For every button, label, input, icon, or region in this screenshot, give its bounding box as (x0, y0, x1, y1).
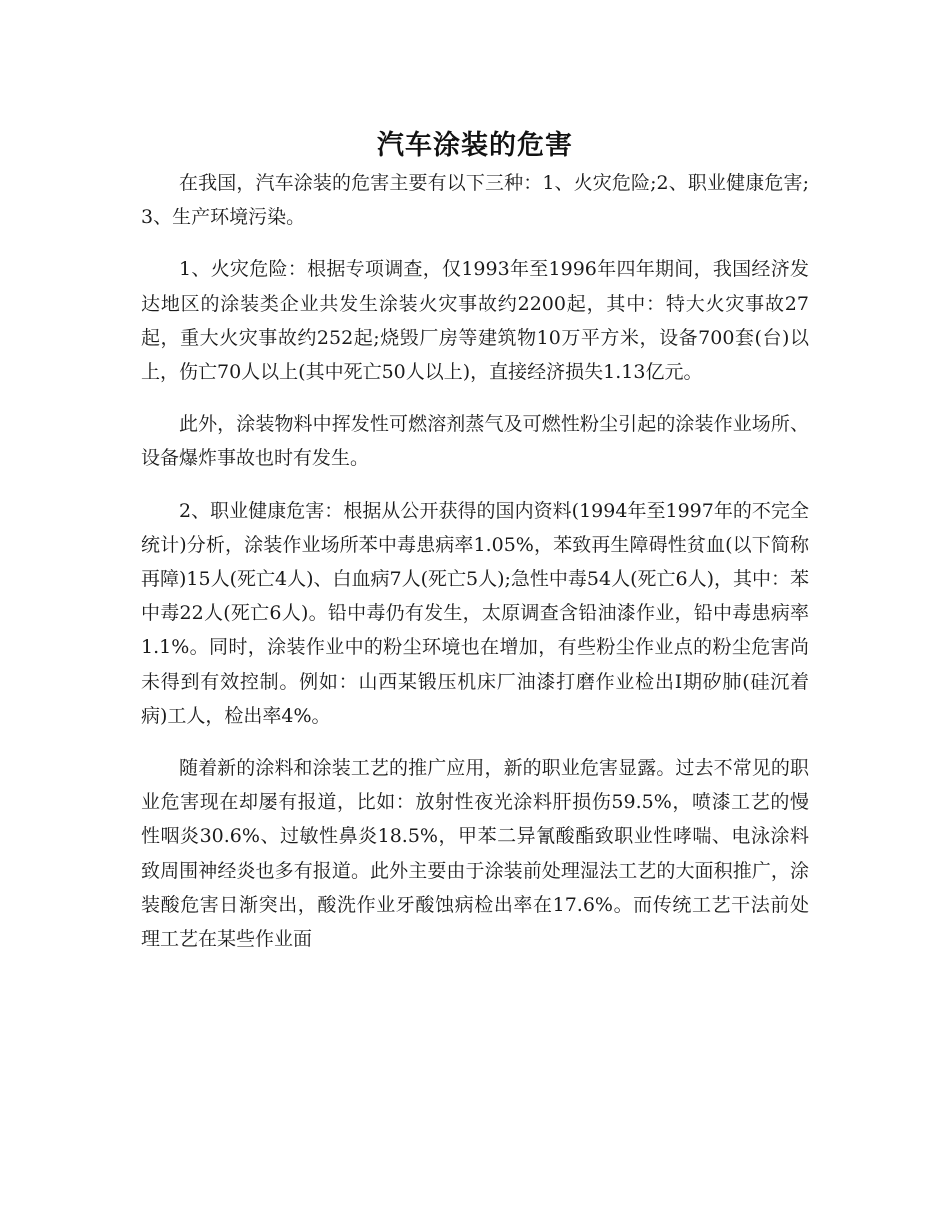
paragraph-explosion: 此外，涂装物料中挥发性可燃溶剂蒸气及可燃性粉尘引起的涂装作业场所、设备爆炸事故也时有发生。 (141, 413, 809, 470)
paragraph-occupational-health: 2、职业健康危害：根据从公开获得的国内资料(1994年至1997年的不完全统计)分析，涂装作业场所苯中毒患病率1.05%，苯致再生障碍性贫血(以下简称再障)15人(死亡4人)、白血病7人(死亡5人);急性中毒54人(死亡6人)，其中：苯中毒22人(死亡6人)。铅中毒仍有发生，太原调查含铅油漆作业，铅中毒患病率1.1%。同时，涂装作业中的粉尘环境也在增加，有些粉尘作业点的粉尘危害尚未得到有效控制。例如：山西某锻压机床厂油漆打磨作业检出Ⅰ期矽肺(硅沉着病)工人，检出率4%。 (141, 499, 809, 727)
paragraph-fire-hazard: 1、火灾危险：根据专项调查，仅1993年至1996年四年期间，我国经济发达地区的涂装类企业共发生涂装火灾事故约2200起，其中：特大火灾事故27起，重大火灾事故约252起;烧毁厂房等建筑物10万平方米，设备700套(台)以上，伤亡70人以上(其中死亡50人以上)，直接经济损失1.13亿元。 (141, 258, 809, 384)
paragraph-intro: 在我国，汽车涂装的危害主要有以下三种：1、火灾危险;2、职业健康危害;3、生产环境污染。 (141, 172, 809, 229)
document-body (141, 166, 809, 974)
paragraph-new-hazards: 随着新的涂料和涂装工艺的推广应用，新的职业危害显露。过去不常见的职业危害现在却屡有报道，比如：放射性夜光涂料肝损伤59.5%，喷漆工艺的慢性咽炎30.6%、过敏性鼻炎18.5%，甲苯二异氰酸酯致职业性哮喘、电泳涂料致周围神经炎也多有报道。此外主要由于涂装前处理湿法工艺的大面积推广，涂装酸危害日渐突出，酸洗作业牙酸蚀病检出率在17.6%。而传统工艺干法前处理工艺在某些作业面 (141, 757, 809, 951)
document-title: 汽车涂装的危害 (377, 130, 573, 162)
